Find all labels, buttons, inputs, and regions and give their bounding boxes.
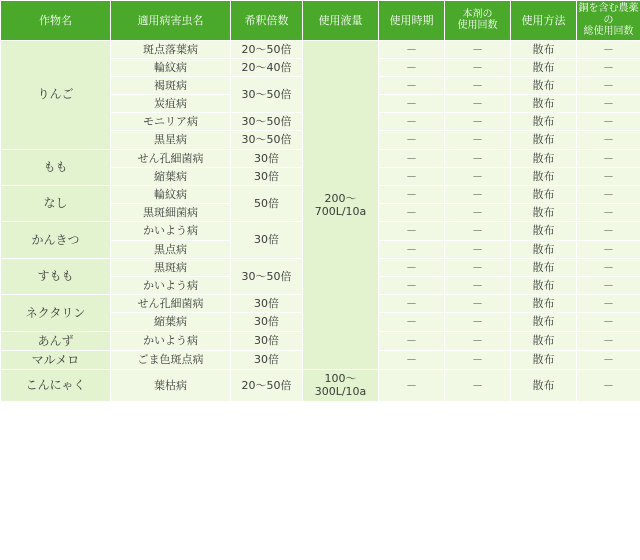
cell-timing: －: [379, 58, 445, 76]
cell-total-copper-uses: －: [577, 113, 640, 131]
cell-dilution: 50倍: [231, 186, 303, 222]
cell-dilution: 30倍: [231, 331, 303, 350]
cell-timing: －: [379, 313, 445, 331]
table-row: [1, 370, 640, 401]
cell-crop: あんず: [1, 331, 111, 350]
cell-crop: りんご: [1, 40, 111, 149]
cell-crop: ネクタリン: [1, 295, 111, 331]
header-total-copper-uses-line2: 総使用回数: [583, 26, 634, 37]
cell-pest: せん孔細菌病: [111, 149, 231, 167]
cell-method: 散布: [511, 113, 577, 131]
cell-pest: 褐斑病: [111, 76, 231, 94]
cell-method: 散布: [511, 370, 577, 401]
cell-dilution: 30倍: [231, 295, 303, 313]
cell-uses-count: －: [445, 276, 511, 294]
cell-timing: －: [379, 131, 445, 149]
cell-method: 散布: [511, 331, 577, 350]
cell-uses-count: －: [445, 40, 511, 58]
cell-total-copper-uses: －: [577, 240, 640, 258]
cell-timing: －: [379, 240, 445, 258]
cell-total-copper-uses: －: [577, 295, 640, 313]
cell-total-copper-uses: －: [577, 350, 640, 369]
cell-pest: せん孔細菌病: [111, 295, 231, 313]
cell-pest: 縮葉病: [111, 167, 231, 185]
cell-total-copper-uses: －: [577, 40, 640, 58]
cell-dilution: 20〜40倍: [231, 58, 303, 76]
cell-method: 散布: [511, 222, 577, 240]
cell-timing: －: [379, 113, 445, 131]
header-crop: 作物名: [1, 1, 111, 41]
cell-method: 散布: [511, 167, 577, 185]
cell-timing: －: [379, 76, 445, 94]
cell-timing: －: [379, 186, 445, 204]
cell-dilution: 30倍: [231, 167, 303, 185]
cell-pest: 輪紋病: [111, 58, 231, 76]
cell-dilution: 30倍: [231, 313, 303, 331]
cell-timing: －: [379, 149, 445, 167]
cell-method: 散布: [511, 186, 577, 204]
cell-method: 散布: [511, 276, 577, 294]
cell-crop: すもも: [1, 258, 111, 294]
header-method: 使用方法: [511, 1, 577, 41]
cell-timing: －: [379, 276, 445, 294]
table-row: [1, 40, 640, 58]
cell-uses-count: －: [445, 204, 511, 222]
cell-uses-count: －: [445, 186, 511, 204]
cell-uses-count: －: [445, 295, 511, 313]
cell-uses-count: －: [445, 131, 511, 149]
cell-uses-count: －: [445, 331, 511, 350]
cell-pest: 輪紋病: [111, 186, 231, 204]
cell-pest: かいよう病: [111, 331, 231, 350]
cell-pest: 黒点病: [111, 240, 231, 258]
cell-total-copper-uses: －: [577, 149, 640, 167]
cell-pest: ごま色斑点病: [111, 350, 231, 369]
cell-pest: モニリア病: [111, 113, 231, 131]
cell-dilution: 20〜50倍: [231, 40, 303, 58]
cell-method: 散布: [511, 76, 577, 94]
cell-total-copper-uses: －: [577, 58, 640, 76]
cell-uses-count: －: [445, 350, 511, 369]
cell-uses-count: －: [445, 76, 511, 94]
cell-method: 散布: [511, 313, 577, 331]
cell-uses-count: －: [445, 222, 511, 240]
cell-pest: 斑点落葉病: [111, 40, 231, 58]
cell-uses-count: －: [445, 58, 511, 76]
cell-crop: こんにゃく: [1, 370, 111, 401]
cell-total-copper-uses: －: [577, 370, 640, 401]
cell-crop: なし: [1, 186, 111, 222]
table-header-row: [1, 1, 640, 41]
cell-method: 散布: [511, 131, 577, 149]
cell-pest: かいよう病: [111, 276, 231, 294]
header-dilution: 希釈倍数: [231, 1, 303, 41]
cell-uses-count: －: [445, 149, 511, 167]
header-uses-count-line2: 使用回数: [457, 20, 498, 32]
cell-timing: －: [379, 295, 445, 313]
cell-timing: －: [379, 370, 445, 401]
cell-method: 散布: [511, 258, 577, 276]
header-total-copper-uses: [577, 1, 640, 41]
cell-dilution: 30〜50倍: [231, 258, 303, 294]
cell-pest: 炭疽病: [111, 95, 231, 113]
cell-crop: かんきつ: [1, 222, 111, 258]
cell-total-copper-uses: －: [577, 204, 640, 222]
cell-timing: －: [379, 40, 445, 58]
cell-total-copper-uses: －: [577, 186, 640, 204]
cell-total-copper-uses: －: [577, 313, 640, 331]
cell-total-copper-uses: －: [577, 222, 640, 240]
cell-method: 散布: [511, 350, 577, 369]
cell-total-copper-uses: －: [577, 276, 640, 294]
cell-uses-count: －: [445, 240, 511, 258]
cell-crop: もも: [1, 149, 111, 185]
header-uses-count-line1: 本剤の: [462, 8, 493, 20]
header-total-copper-uses-line1: 銅を含む農薬の: [578, 3, 639, 26]
cell-method: 散布: [511, 204, 577, 222]
cell-dilution: 30倍: [231, 222, 303, 258]
cell-pest: 葉枯病: [111, 370, 231, 401]
cell-total-copper-uses: －: [577, 331, 640, 350]
cell-amount: 100〜300L/10a: [303, 370, 379, 401]
cell-pest: 黒星病: [111, 131, 231, 149]
cell-uses-count: －: [445, 313, 511, 331]
cell-timing: －: [379, 167, 445, 185]
cell-method: 散布: [511, 58, 577, 76]
cell-pest: かいよう病: [111, 222, 231, 240]
cell-method: 散布: [511, 240, 577, 258]
cell-uses-count: －: [445, 258, 511, 276]
cell-uses-count: －: [445, 167, 511, 185]
cell-total-copper-uses: －: [577, 95, 640, 113]
cell-timing: －: [379, 204, 445, 222]
cell-total-copper-uses: －: [577, 258, 640, 276]
header-uses-count: [445, 1, 511, 41]
header-timing: 使用時期: [379, 1, 445, 41]
cell-amount: 200〜700L/10a: [303, 40, 379, 370]
cell-uses-count: －: [445, 95, 511, 113]
cell-dilution: 20〜50倍: [231, 370, 303, 401]
cell-pest: 縮葉病: [111, 313, 231, 331]
cell-dilution: 30〜50倍: [231, 131, 303, 149]
header-pest: 適用病害虫名: [111, 1, 231, 41]
cell-pest: 黒斑細菌病: [111, 204, 231, 222]
cell-method: 散布: [511, 149, 577, 167]
cell-dilution: 30〜50倍: [231, 76, 303, 112]
cell-crop: マルメロ: [1, 350, 111, 369]
cell-pest: 黒斑病: [111, 258, 231, 276]
cell-method: 散布: [511, 295, 577, 313]
cell-method: 散布: [511, 95, 577, 113]
table-body: [1, 40, 640, 401]
cell-total-copper-uses: －: [577, 131, 640, 149]
cell-timing: －: [379, 258, 445, 276]
cell-timing: －: [379, 95, 445, 113]
header-amount: 使用液量: [303, 1, 379, 41]
cell-timing: －: [379, 350, 445, 369]
cell-total-copper-uses: －: [577, 76, 640, 94]
cell-timing: －: [379, 222, 445, 240]
cell-uses-count: －: [445, 113, 511, 131]
cell-dilution: 30〜50倍: [231, 113, 303, 131]
cell-dilution: 30倍: [231, 149, 303, 167]
cell-uses-count: －: [445, 370, 511, 401]
cell-total-copper-uses: －: [577, 167, 640, 185]
cell-timing: －: [379, 331, 445, 350]
cell-dilution: 30倍: [231, 350, 303, 369]
cell-method: 散布: [511, 40, 577, 58]
